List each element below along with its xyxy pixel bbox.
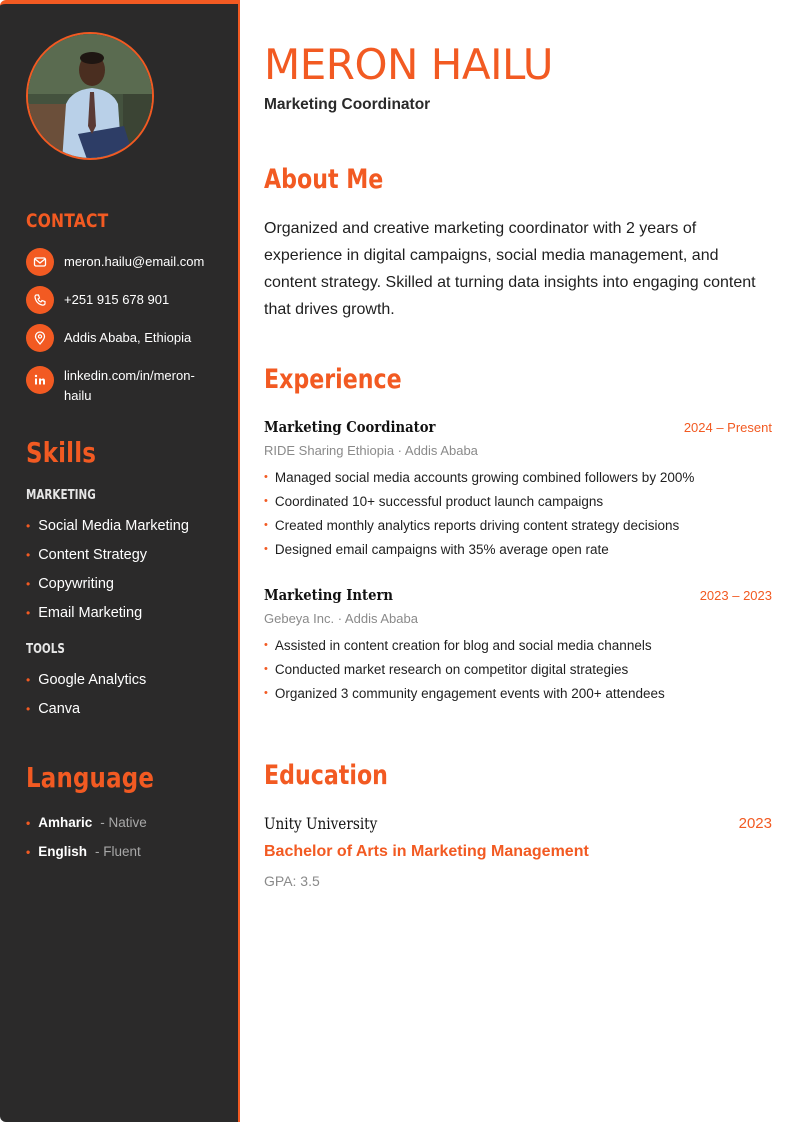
skill-group-marketing-label: MARKETING xyxy=(26,488,96,503)
job-bullet-list xyxy=(264,465,774,561)
contact-linkedin xyxy=(26,366,226,406)
skill-list-marketing xyxy=(26,511,189,627)
skill-list-tools xyxy=(26,665,146,723)
contact-email xyxy=(26,248,226,276)
skill-item: • Google Analytics xyxy=(26,671,147,688)
contact-location-text: Addis Ababa, Ethiopia xyxy=(64,330,192,345)
about-text: Organized and creative marketing coordinator with 2 years of experience in digital campaigns, social media management, and content strategy. Skilled at turning data insights into engaging content that drives growth. xyxy=(264,220,756,318)
job-bullet: • Conducted market research on competitor digital strategies xyxy=(264,661,629,677)
language-item: • English - Fluent xyxy=(26,844,141,859)
contact-linkedin-text[interactable]: linkedin.com/in/meron-hailu xyxy=(64,368,195,403)
experience-heading: Experience xyxy=(264,364,402,395)
skill-group-tools-label: TOOLS xyxy=(26,642,65,657)
skills-heading: Skills xyxy=(26,436,97,469)
skill-item: • Copywriting xyxy=(26,575,114,592)
profile-photo xyxy=(26,32,154,160)
job-title: Marketing Coordinator xyxy=(264,418,436,436)
contact-location xyxy=(26,324,226,352)
job-bullet: • Organized 3 community engagement events with 200+ attendees xyxy=(264,685,665,701)
candidate-name: MERON HAILU xyxy=(264,40,554,89)
mail-icon xyxy=(26,248,54,276)
skill-item: • Content Strategy xyxy=(26,546,148,563)
language-item: • Amharic - Native xyxy=(26,815,147,830)
education-school: Unity University xyxy=(264,814,378,833)
candidate-title: Marketing Coordinator xyxy=(264,96,431,113)
skill-item: • Canva xyxy=(26,700,81,717)
skill-item: • Social Media Marketing xyxy=(26,517,189,534)
job-org: Gebeya Inc. · Addis Ababa xyxy=(264,611,418,626)
contact-email-text[interactable]: meron.hailu@email.com xyxy=(64,254,205,269)
linkedin-icon xyxy=(26,366,54,394)
education-heading: Education xyxy=(264,760,388,791)
job-dates: 2024 – Present xyxy=(683,420,772,435)
location-pin-icon xyxy=(26,324,54,352)
language-heading: Language xyxy=(26,761,155,794)
job-bullet: • Designed email campaigns with 35% average open rate xyxy=(264,541,609,557)
job-bullet: • Coordinated 10+ successful product launch campaigns xyxy=(264,493,604,509)
skill-item: • Email Marketing xyxy=(26,604,143,621)
sidebar xyxy=(0,0,240,1122)
phone-icon xyxy=(26,286,54,314)
contact-heading: CONTACT xyxy=(26,210,109,232)
contact-phone-text[interactable]: +251 915 678 901 xyxy=(64,292,170,307)
education-year: 2023 xyxy=(738,815,772,832)
job-org: RIDE Sharing Ethiopia · Addis Ababa xyxy=(264,443,478,458)
language-list xyxy=(26,808,147,866)
job-bullet: • Created monthly analytics reports driving content strategy decisions xyxy=(264,517,680,533)
job-dates: 2023 – 2023 xyxy=(699,588,772,603)
job-bullet-list xyxy=(264,633,774,705)
job-bullet: • Managed social media accounts growing combined followers by 200% xyxy=(264,469,695,485)
job-title: Marketing Intern xyxy=(264,586,394,604)
education-degree: Bachelor of Arts in Marketing Management xyxy=(264,843,589,860)
contact-phone xyxy=(26,286,226,314)
education-gpa: GPA: 3.5 xyxy=(264,873,320,889)
job-bullet: • Assisted in content creation for blog and social media channels xyxy=(264,637,652,653)
about-heading: About Me xyxy=(264,164,384,195)
